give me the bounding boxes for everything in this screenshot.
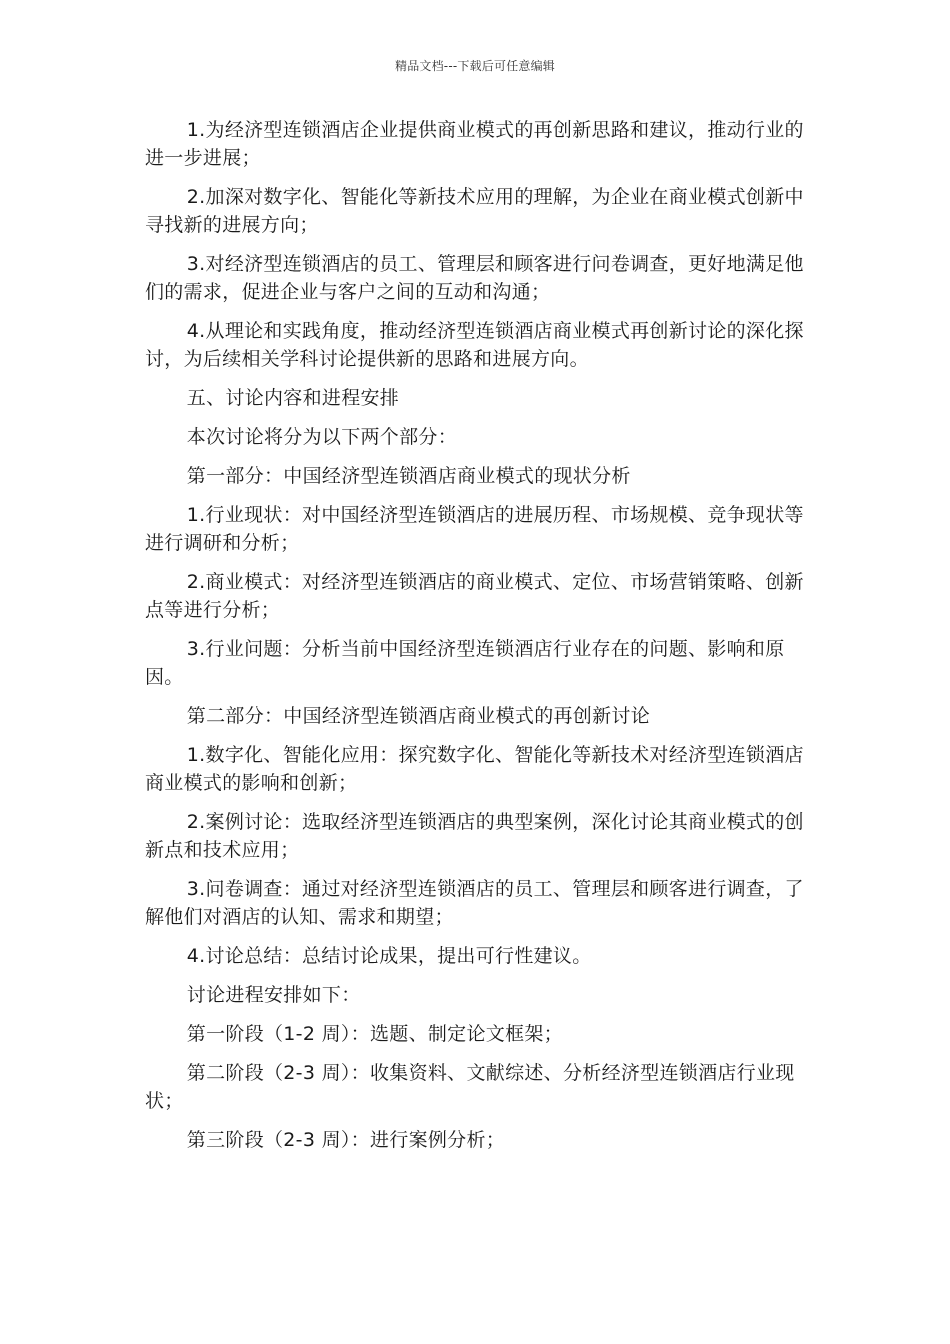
schedule-item: 第一阶段（1-2 周）：选题、制定论文框架； [186, 1023, 563, 1045]
part-heading: 第二部分：中国经济型连锁酒店商业模式的再创新讨论 [186, 705, 650, 727]
paragraph: 2.案例讨论：选取经济型连锁酒店的典型案例，深化讨论其商业模式的创新点和技术应用； [145, 811, 804, 861]
paragraph: 4.讨论总结：总结讨论成果，提出可行性建议。 [186, 945, 592, 967]
schedule-item: 第三阶段（2-3 周）：进行案例分析； [186, 1129, 506, 1151]
paragraph: 3.问卷调查：通过对经济型连锁酒店的员工、管理层和顾客进行调查，了解他们对酒店的认知、需求和期望； [145, 878, 804, 928]
paragraph: 3.行业问题：分析当前中国经济型连锁酒店行业存在的问题、影响和原因。 [145, 638, 785, 688]
paragraph: 1.行业现状：对中国经济型连锁酒店的进展历程、市场规模、竞争现状等进行调研和分析； [145, 504, 804, 554]
page-header: 精品文档---下载后可任意编辑 [395, 59, 555, 73]
part-heading: 第一部分：中国经济型连锁酒店商业模式的现状分析 [186, 465, 631, 487]
schedule-item: 第二阶段（2-3 周）：收集资料、文献综述、分析经济型连锁酒店行业现状； [145, 1062, 795, 1112]
paragraph: 1.为经济型连锁酒店企业提供商业模式的再创新思路和建议，推动行业的进一步进展； [145, 119, 804, 169]
paragraph: 讨论进程安排如下： [186, 984, 361, 1006]
paragraph: 本次讨论将分为以下两个部分： [186, 426, 457, 448]
document-body [145, 116, 810, 1165]
paragraph: 1.数字化、智能化应用：探究数字化、智能化等新技术对经济型连锁酒店商业模式的影响和创新； [145, 744, 804, 794]
paragraph: 3.对经济型连锁酒店的员工、管理层和顾客进行问卷调查，更好地满足他们的需求，促进企业与客户之间的互动和沟通； [145, 253, 804, 303]
paragraph: 2.商业模式：对经济型连锁酒店的商业模式、定位、市场营销策略、创新点等进行分析； [145, 571, 804, 621]
paragraph: 2.加深对数字化、智能化等新技术应用的理解，为企业在商业模式创新中寻找新的进展方向； [145, 186, 804, 236]
paragraph: 4.从理论和实践角度，推动经济型连锁酒店商业模式再创新讨论的深化探讨，为后续相关学科讨论提供新的思路和进展方向。 [145, 320, 804, 370]
section-heading: 五、讨论内容和进程安排 [186, 387, 400, 409]
